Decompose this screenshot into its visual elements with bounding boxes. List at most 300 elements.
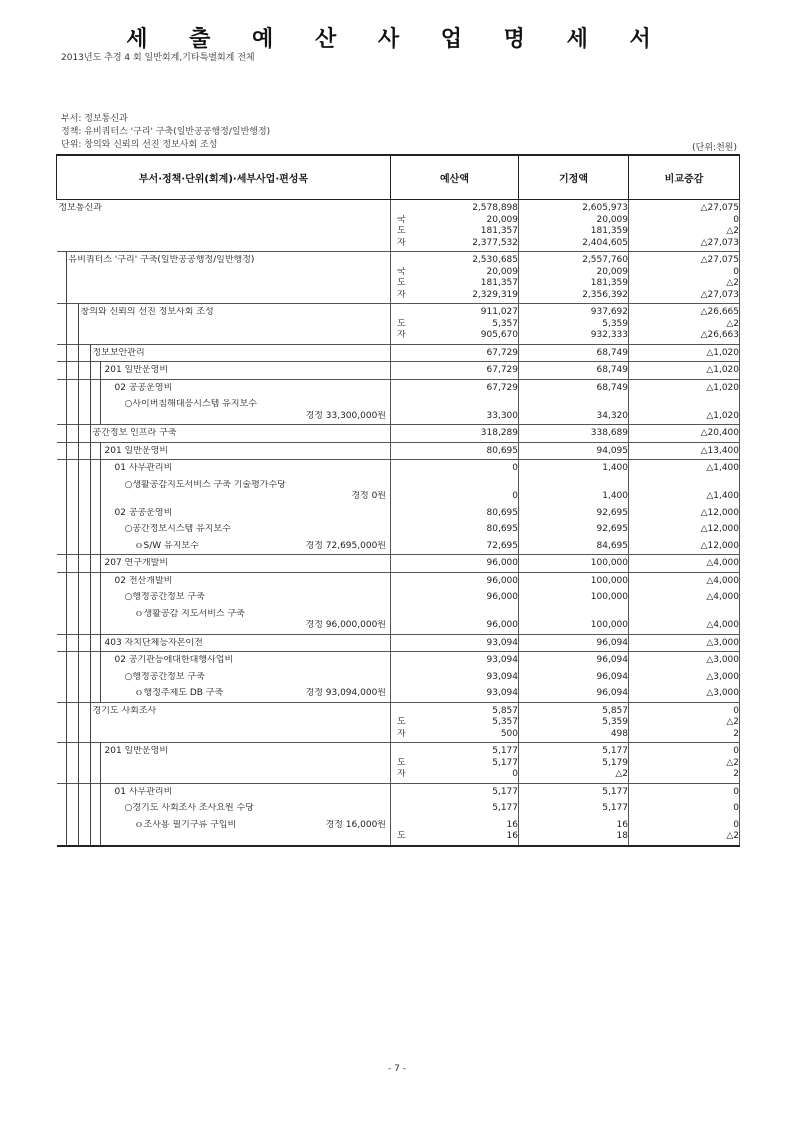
budget-cell <box>391 344 519 362</box>
row-label: 정보보안관리 <box>92 347 145 358</box>
diff-cell <box>629 344 740 362</box>
existing-cell <box>519 362 629 380</box>
table-row <box>57 425 740 443</box>
fund-source: 자 <box>397 289 406 300</box>
header-diff: 비교증감 <box>629 155 740 200</box>
table-row <box>57 606 740 635</box>
budget-value: 5,177 <box>492 786 518 797</box>
row-label: 201 일반운영비 <box>104 746 169 756</box>
tree-line <box>66 651 67 669</box>
table-row <box>57 252 740 304</box>
existing-value: 20,009 <box>596 214 628 225</box>
budget-value: 905,670 <box>480 330 518 340</box>
row-label-cell <box>57 425 391 443</box>
row-label-cell <box>57 589 391 606</box>
tree-line <box>78 459 79 477</box>
row-label-cell <box>57 442 391 460</box>
tree-line <box>78 476 79 505</box>
budget-value: 500 <box>500 728 518 739</box>
tree-line <box>78 361 79 379</box>
existing-cell <box>519 783 629 800</box>
existing-value: 100,000 <box>590 592 628 602</box>
tree-line <box>100 651 101 669</box>
diff-cell <box>629 572 740 589</box>
fund-source: 도 <box>397 318 406 329</box>
tree-line <box>100 476 101 505</box>
tree-line <box>66 605 67 634</box>
budget-value: 33,300 <box>486 410 518 421</box>
budget-cell <box>391 521 519 538</box>
diff-cell <box>629 460 740 477</box>
budget-value: 2,530,685 <box>472 255 518 265</box>
fund-source: 도 <box>397 831 406 841</box>
diff-value: 0 <box>733 803 739 813</box>
tree-line <box>78 702 79 743</box>
budget-cell <box>391 817 519 846</box>
row-label-cell <box>57 783 391 800</box>
row-label-cell <box>57 606 391 635</box>
existing-value: 96,094 <box>596 688 628 698</box>
row-label-cell <box>57 344 391 362</box>
existing-value: 5,857 <box>602 705 628 716</box>
tree-line <box>90 504 91 522</box>
existing-cell <box>519 669 629 686</box>
budget-value: 67,729 <box>486 347 518 358</box>
table-row <box>57 442 740 460</box>
diff-value: △3,000 <box>706 637 739 648</box>
existing-value: 1,400 <box>602 491 628 501</box>
table-row <box>57 379 740 396</box>
meta-unit: 단위: 창의와 신뢰의 선진 정보사회 조성 <box>61 140 218 150</box>
existing-cell <box>519 379 629 396</box>
row-label: ｏ행정주제도 DB 구축 <box>134 688 224 698</box>
existing-value: 5,359 <box>602 717 628 727</box>
existing-value: 94,095 <box>596 445 628 456</box>
tree-line <box>90 379 91 397</box>
row-label: 02 공공운영비 <box>114 382 173 393</box>
fund-source: 도 <box>397 278 406 288</box>
diff-cell <box>629 477 740 505</box>
row-label: 02 공기관등에대한대행사업비 <box>114 655 234 665</box>
existing-cell <box>519 477 629 505</box>
budget-cell <box>391 606 519 635</box>
diff-cell <box>629 702 740 743</box>
tree-line <box>66 476 67 505</box>
budget-value: 5,357 <box>492 318 518 329</box>
budget-cell <box>391 652 519 669</box>
tree-line <box>78 799 79 817</box>
tree-line <box>90 554 91 572</box>
budget-cell <box>391 362 519 380</box>
existing-value: 937,692 <box>590 307 628 317</box>
existing-value: 5,179 <box>602 757 628 768</box>
budget-value: 2,377,532 <box>472 237 518 248</box>
tree-line <box>90 476 91 505</box>
diff-value: △27,075 <box>700 203 739 213</box>
diff-value: △3,000 <box>706 655 739 665</box>
existing-value: 100,000 <box>590 620 628 630</box>
row-adjustment: 경정 0원 <box>351 491 386 501</box>
existing-value: 96,094 <box>596 655 628 665</box>
diff-value: △4,000 <box>706 575 739 586</box>
tree-line <box>66 251 67 303</box>
existing-cell <box>519 304 629 345</box>
tree-line <box>78 442 79 460</box>
row-label-cell <box>57 572 391 589</box>
diff-value: △2 <box>726 226 739 236</box>
tree-line <box>100 520 101 538</box>
existing-value: 92,695 <box>596 524 628 534</box>
tree-line <box>90 799 91 817</box>
existing-cell <box>519 442 629 460</box>
row-label-cell <box>57 379 391 396</box>
existing-value: 2,605,973 <box>582 203 628 213</box>
existing-cell <box>519 652 629 669</box>
budget-value: 20,009 <box>486 266 518 277</box>
existing-value: 181,359 <box>590 226 628 236</box>
budget-value: 96,000 <box>486 558 518 568</box>
diff-value: △1,400 <box>706 491 739 501</box>
budget-cell <box>391 252 519 304</box>
row-label-cell <box>57 555 391 573</box>
row-label-cell <box>57 200 391 252</box>
row-label-cell <box>57 685 391 702</box>
table-row <box>57 783 740 800</box>
diff-value: △2 <box>726 831 739 841</box>
diff-value: 2 <box>733 728 739 739</box>
row-label-cell <box>57 304 391 345</box>
existing-value: 181,359 <box>590 278 628 288</box>
existing-cell <box>519 606 629 635</box>
tree-line <box>90 702 91 743</box>
row-adjustment: 경정 96,000,000원 <box>305 620 386 630</box>
budget-value: 181,357 <box>480 278 518 288</box>
existing-value: 20,009 <box>596 266 628 277</box>
tree-line <box>90 344 91 362</box>
diff-value: △1,020 <box>706 365 739 375</box>
existing-value: 5,177 <box>602 786 628 797</box>
tree-line <box>78 783 79 801</box>
tree-line <box>78 520 79 538</box>
tree-line <box>66 554 67 572</box>
budget-cell <box>391 304 519 345</box>
tree-line <box>66 702 67 743</box>
budget-value: 911,027 <box>480 307 518 317</box>
existing-cell <box>519 521 629 538</box>
row-label: 창의와 신뢰의 선진 정보사회 조성 <box>80 307 214 317</box>
diff-value: △27,073 <box>700 289 739 300</box>
tree-line <box>78 634 79 652</box>
diff-cell <box>629 634 740 652</box>
tree-line <box>90 459 91 477</box>
budget-cell <box>391 685 519 702</box>
existing-cell <box>519 572 629 589</box>
table-row <box>57 572 740 589</box>
tree-line <box>100 816 101 845</box>
budget-value: 80,695 <box>486 507 518 518</box>
budget-value: 5,177 <box>492 757 518 768</box>
diff-value: △26,663 <box>700 330 739 340</box>
row-label-cell <box>57 817 391 846</box>
tree-line <box>66 783 67 801</box>
table-row <box>57 669 740 686</box>
meta-department: 부서: 정보통신과 <box>61 114 128 124</box>
existing-value: 100,000 <box>590 575 628 586</box>
existing-cell <box>519 800 629 817</box>
table-row <box>57 743 740 784</box>
row-adjustment: 경정 72,695,000원 <box>305 540 386 551</box>
diff-value: △2 <box>726 278 739 288</box>
tree-line <box>100 572 101 590</box>
tree-line <box>66 799 67 817</box>
tree-line <box>78 537 79 555</box>
tree-line <box>90 588 91 606</box>
tree-line <box>90 783 91 801</box>
tree-line <box>78 588 79 606</box>
tree-line <box>66 537 67 555</box>
table-row <box>57 396 740 425</box>
budget-value: 96,000 <box>486 620 518 630</box>
existing-cell <box>519 344 629 362</box>
row-label: ○사이버침해대응시스템 유지보수 <box>124 399 257 409</box>
tree-line <box>100 442 101 460</box>
existing-value: 68,749 <box>596 347 628 358</box>
tree-line <box>100 379 101 397</box>
tree-line <box>66 816 67 845</box>
fund-source: 국 <box>397 266 406 277</box>
existing-value: 5,177 <box>602 803 628 813</box>
diff-value: △4,000 <box>706 592 739 602</box>
existing-cell <box>519 252 629 304</box>
tree-line <box>78 395 79 424</box>
budget-value: 5,177 <box>492 803 518 813</box>
budget-cell <box>391 442 519 460</box>
existing-value: 16 <box>616 819 628 830</box>
diff-value: △27,073 <box>700 237 739 248</box>
tree-line <box>90 537 91 555</box>
existing-cell <box>519 460 629 477</box>
table-row <box>57 800 740 817</box>
budget-value: 93,094 <box>486 671 518 682</box>
budget-value: 181,357 <box>480 226 518 236</box>
tree-line <box>66 684 67 702</box>
budget-cell <box>391 743 519 784</box>
row-label: 01 사무관리비 <box>114 463 173 473</box>
tree-line <box>90 816 91 845</box>
tree-line <box>78 668 79 686</box>
existing-value: 5,359 <box>602 318 628 329</box>
table-row <box>57 555 740 573</box>
existing-cell <box>519 685 629 702</box>
header-budget: 예산액 <box>391 155 519 200</box>
existing-cell <box>519 555 629 573</box>
diff-value: △20,400 <box>700 428 739 438</box>
diff-value: △1,020 <box>706 410 739 421</box>
existing-value: 932,333 <box>590 330 628 340</box>
table-row <box>57 304 740 345</box>
row-label-cell <box>57 477 391 505</box>
existing-cell <box>519 425 629 443</box>
budget-cell <box>391 538 519 555</box>
diff-cell <box>629 379 740 396</box>
existing-value: 84,695 <box>596 540 628 551</box>
existing-value: 96,094 <box>596 637 628 648</box>
existing-value: 34,320 <box>596 410 628 421</box>
budget-cell <box>391 572 519 589</box>
budget-value: 67,729 <box>486 382 518 393</box>
diff-cell <box>629 396 740 425</box>
diff-value: △4,000 <box>706 620 739 630</box>
budget-value: 96,000 <box>486 592 518 602</box>
tree-line <box>90 424 91 442</box>
diff-value: △1,400 <box>706 463 739 473</box>
budget-value: 72,695 <box>486 540 518 551</box>
budget-value: 0 <box>512 491 518 501</box>
diff-value: △3,000 <box>706 688 739 698</box>
diff-cell <box>629 743 740 784</box>
budget-value: 20,009 <box>486 214 518 225</box>
row-label: ｏS/W 유지보수 <box>134 540 199 551</box>
existing-value: 68,749 <box>596 365 628 375</box>
fund-source: 국 <box>397 214 406 225</box>
diff-cell <box>629 606 740 635</box>
existing-cell <box>519 396 629 425</box>
tree-line <box>100 554 101 572</box>
header-existing: 기정액 <box>519 155 629 200</box>
budget-value: 5,177 <box>492 746 518 756</box>
tree-line <box>90 605 91 634</box>
existing-cell <box>519 702 629 743</box>
table-row <box>57 460 740 477</box>
tree-line <box>78 554 79 572</box>
row-label-cell <box>57 252 391 304</box>
tree-line <box>78 424 79 442</box>
row-adjustment: 경정 33,300,000원 <box>305 410 386 421</box>
table-row <box>57 634 740 652</box>
budget-cell <box>391 555 519 573</box>
existing-value: △2 <box>615 769 628 779</box>
row-label: 207 연구개발비 <box>104 558 169 568</box>
table-row <box>57 477 740 505</box>
diff-cell <box>629 304 740 345</box>
diff-value: 0 <box>733 705 739 716</box>
row-label: 정보통신과 <box>58 203 102 213</box>
budget-cell <box>391 477 519 505</box>
table-row <box>57 589 740 606</box>
tree-line <box>66 344 67 362</box>
diff-value: △2 <box>726 318 739 329</box>
table-row <box>57 362 740 380</box>
existing-value: 2,404,605 <box>582 237 628 248</box>
tree-line <box>100 504 101 522</box>
tree-line <box>90 442 91 460</box>
diff-cell <box>629 555 740 573</box>
tree-line <box>100 799 101 817</box>
diff-value: △27,075 <box>700 255 739 265</box>
tree-line <box>78 651 79 669</box>
row-label-cell <box>57 702 391 743</box>
tree-line <box>90 668 91 686</box>
tree-line <box>66 572 67 590</box>
tree-line <box>100 634 101 652</box>
row-label: ｏ조사용 필기구류 구입비 <box>134 819 237 830</box>
page-number: - 7 - <box>388 1064 406 1074</box>
budget-cell <box>391 379 519 396</box>
tree-line <box>66 520 67 538</box>
existing-cell <box>519 817 629 846</box>
row-label-cell <box>57 396 391 425</box>
row-label: ○행정공간정보 구축 <box>124 592 205 602</box>
tree-line <box>66 424 67 442</box>
tree-line <box>78 816 79 845</box>
row-label: 경기도 사회조사 <box>92 705 157 716</box>
table-row <box>57 200 740 252</box>
row-label: ｏ생활공감 지도서비스 구축 <box>134 608 245 619</box>
row-label: 공간정보 인프라 구축 <box>92 428 177 438</box>
existing-cell <box>519 743 629 784</box>
budget-cell <box>391 505 519 522</box>
tree-line <box>78 303 79 344</box>
diff-value: △2 <box>726 757 739 768</box>
diff-cell <box>629 652 740 669</box>
tree-line <box>90 361 91 379</box>
row-label: ○공간정보시스템 유지보수 <box>124 524 231 534</box>
diff-cell <box>629 817 740 846</box>
diff-value: 2 <box>733 769 739 779</box>
existing-value: 100,000 <box>590 558 628 568</box>
diff-cell <box>629 589 740 606</box>
row-label: ○생활공감지도서비스 구축 기술평가수당 <box>124 479 286 490</box>
row-label-cell <box>57 521 391 538</box>
tree-line <box>100 684 101 702</box>
existing-value: 18 <box>616 831 628 841</box>
budget-table <box>56 154 740 847</box>
existing-value: 5,177 <box>602 746 628 756</box>
header-name: 부서·정책·단위(회계)·세부사업·편성목 <box>57 155 391 200</box>
tree-line <box>100 361 101 379</box>
fund-source: 도 <box>397 717 406 727</box>
diff-value: 0 <box>733 786 739 797</box>
row-label: 02 전산개발비 <box>114 575 173 586</box>
tree-line <box>66 442 67 460</box>
tree-line <box>90 572 91 590</box>
tree-line <box>100 783 101 801</box>
tree-line <box>90 742 91 783</box>
tree-line <box>100 742 101 783</box>
tree-line <box>100 459 101 477</box>
table-row <box>57 685 740 702</box>
tree-line <box>66 634 67 652</box>
budget-value: 0 <box>512 463 518 473</box>
tree-line <box>100 395 101 424</box>
budget-value: 93,094 <box>486 655 518 665</box>
diff-value: △13,400 <box>700 445 739 456</box>
diff-cell <box>629 800 740 817</box>
budget-cell <box>391 634 519 652</box>
existing-value: 498 <box>610 728 628 739</box>
table-row <box>57 344 740 362</box>
diff-cell <box>629 521 740 538</box>
existing-cell <box>519 589 629 606</box>
table-row <box>57 505 740 522</box>
row-label: 유비쿼터스 '구리' 구축(일반공공행정/일반행정) <box>68 255 255 265</box>
tree-line <box>78 572 79 590</box>
budget-cell <box>391 783 519 800</box>
diff-value: △1,020 <box>706 382 739 393</box>
tree-line <box>78 379 79 397</box>
budget-value: 16 <box>506 831 518 841</box>
budget-value: 93,094 <box>486 637 518 648</box>
